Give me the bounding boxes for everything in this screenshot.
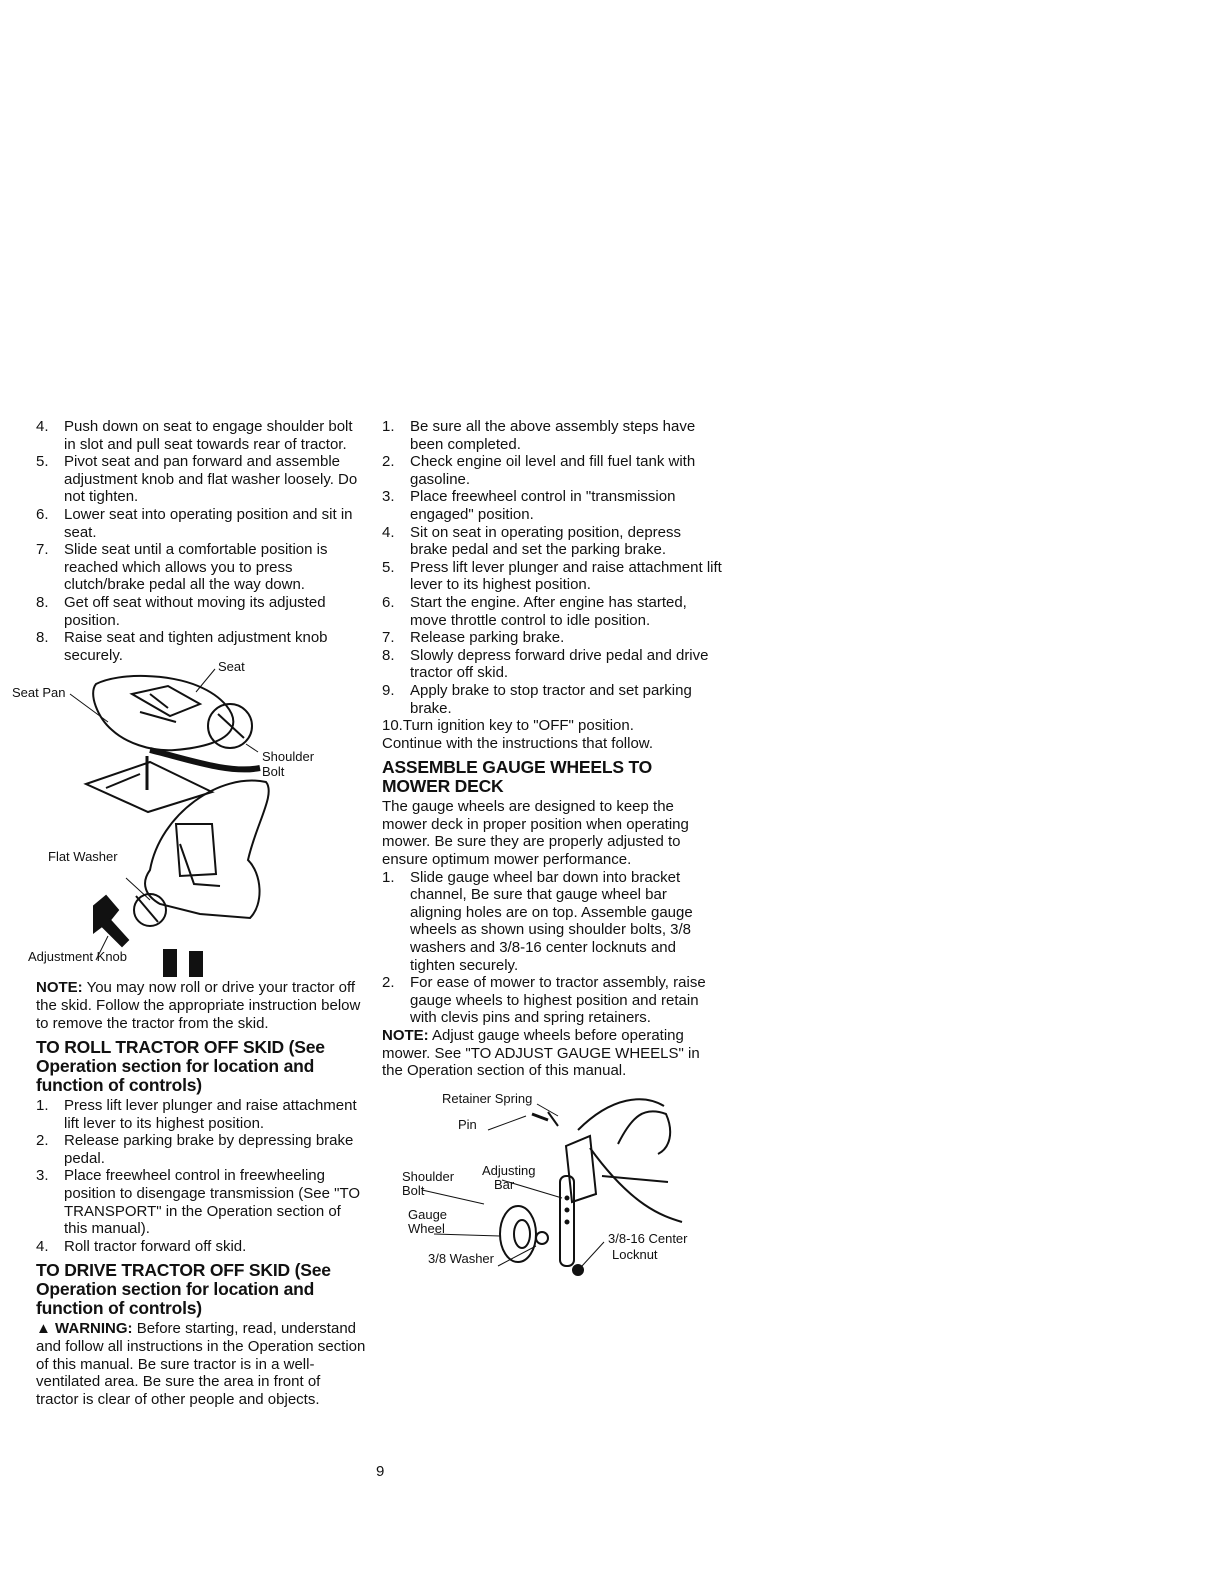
right-column — [382, 418, 722, 1281]
roll-steps-list — [36, 1097, 366, 1255]
list-item: 2. Check engine oil level and fill fuel tank with gasoline. — [382, 453, 696, 488]
gauge-steps-list — [382, 869, 722, 1027]
callout-washer: 3/8 Washer — [428, 1250, 494, 1266]
list-item: 1. Slide gauge wheel bar down into bracket channel, Be sure that gauge wheel bar aligning holes are on top. Assemble gauge wheels as shown using shoulder bolts, 3/8 washers and 3/8-16 center locknuts and tighten securely. — [382, 868, 693, 974]
warning-icon: ▲ — [36, 1320, 51, 1338]
warning-paragraph: ▲ WARNING: Before starting, read, understand and follow all instructions in the Operation section of this manual. Be sure tractor is in a well-ventilated area. Be sure the area in front of tractor is clear of other people and objects. — [36, 1320, 366, 1408]
list-item: 4. Push down on seat to engage shoulder bolt in slot and pull seat towards rear of tractor. — [36, 418, 353, 453]
list-item: 1. Press lift lever plunger and raise attachment lift lever to its highest position. — [36, 1097, 357, 1132]
page-number: 9 — [376, 1463, 385, 1480]
left-column — [12, 418, 366, 1408]
drive-steps-list — [382, 418, 722, 717]
callout-seat: Seat — [218, 659, 245, 675]
callout-seat-pan: Seat Pan — [12, 685, 66, 701]
gauge-note: NOTE: Adjust gauge wheels before operating mower. See "TO ADJUST GAUGE WHEELS" in the Operation section of this manual. — [382, 1027, 700, 1080]
list-item: 3. Place freewheel control in freewheeling position to disengage transmission (See "TO TRANSPORT" in the Operation section of this manual). — [36, 1167, 361, 1238]
callout-locknut: Locknut — [612, 1246, 658, 1262]
callout-bolt: Bolt — [262, 764, 285, 780]
gauge-wheel-illustration — [382, 1086, 722, 1281]
list-item: 6. Lower seat into operating position and sit in seat. — [36, 505, 353, 541]
list-item: 5. Press lift lever plunger and raise attachment lift lever to its highest position. — [382, 558, 722, 594]
list-item: 3. Place freewheel control in "transmission engaged" position. — [382, 488, 676, 523]
list-item: 5. Pivot seat and pan forward and assemble adjustment knob and flat washer loosely. Do not tighten. — [36, 453, 358, 506]
callout-adjusting: Adjusting — [482, 1162, 536, 1178]
step-ten: 10.Turn ignition key to "OFF" position. — [382, 717, 634, 735]
list-item: 9. Apply brake to stop tractor and set parking brake. — [382, 681, 692, 717]
list-item: 8. Slowly depress forward drive pedal and drive tractor off skid. — [382, 646, 709, 682]
callout-center: 3/8-16 Center — [608, 1230, 688, 1246]
callout-shoulder: Shoulder — [262, 749, 315, 765]
list-item: 6. Start the engine. After engine has started, move throttle control to idle position. — [382, 593, 687, 629]
list-item: 7. Release parking brake. — [382, 629, 565, 647]
list-item: 7. Slide seat until a comfortable position is reached which allows you to press clutch/brake pedal all the way down. — [36, 541, 328, 594]
list-item: 2. For ease of mower to tractor assembly, raise gauge wheels to highest position and retain with clevis pins and spring retainers. — [382, 974, 706, 1027]
seat-steps-list — [36, 418, 366, 664]
seat-diagram — [0, 664, 366, 979]
list-item: 4. Sit on seat in operating position, depress brake pedal and set the parking brake. — [382, 523, 682, 559]
callout-retainer-spring: Retainer Spring — [442, 1090, 533, 1106]
list-item: 8. Raise seat and tighten adjustment knob securely. — [36, 629, 328, 664]
callout-flat-washer: Flat Washer — [48, 849, 118, 865]
callout-gauge: Gauge — [408, 1206, 448, 1222]
callout-adjustment-knob: Adjustment Knob — [28, 949, 128, 965]
heading-drive-tractor: TO DRIVE TRACTOR OFF SKID (See Operation section for location and function of controls) — [36, 1260, 331, 1319]
list-item: 1. Be sure all the above assembly steps have been completed. — [382, 418, 696, 453]
heading-roll-tractor: TO ROLL TRACTOR OFF SKID (See Operation section for location and function of controls) — [36, 1037, 325, 1096]
callout-pin: Pin — [458, 1116, 477, 1132]
callout-bar: Bar — [494, 1176, 515, 1192]
callout-shoulder: Shoulder — [402, 1168, 455, 1184]
callout-bolt: Bolt — [402, 1182, 425, 1198]
continue-text: Continue with the instructions that follow. — [382, 734, 653, 752]
seat-assembly-illustration — [0, 659, 366, 979]
callout-wheel: Wheel — [408, 1220, 445, 1236]
gauge-intro: The gauge wheels are designed to keep the mower deck in proper position when operating mower. Be sure they are properly adjusted to ensure optimum mower performance. — [382, 798, 689, 869]
heading-gauge-wheels: ASSEMBLE GAUGE WHEELS TO MOWER DECK — [382, 757, 653, 797]
list-item: 2. Release parking brake by depressing brake pedal. — [36, 1132, 354, 1167]
list-item: 8. Get off seat without moving its adjusted position. — [36, 593, 326, 629]
list-item: 4. Roll tractor forward off skid. — [36, 1237, 247, 1255]
note-paragraph: NOTE: You may now roll or drive your tractor off the skid. Follow the appropriate instruction below to remove the tractor from the skid. — [36, 979, 361, 1032]
